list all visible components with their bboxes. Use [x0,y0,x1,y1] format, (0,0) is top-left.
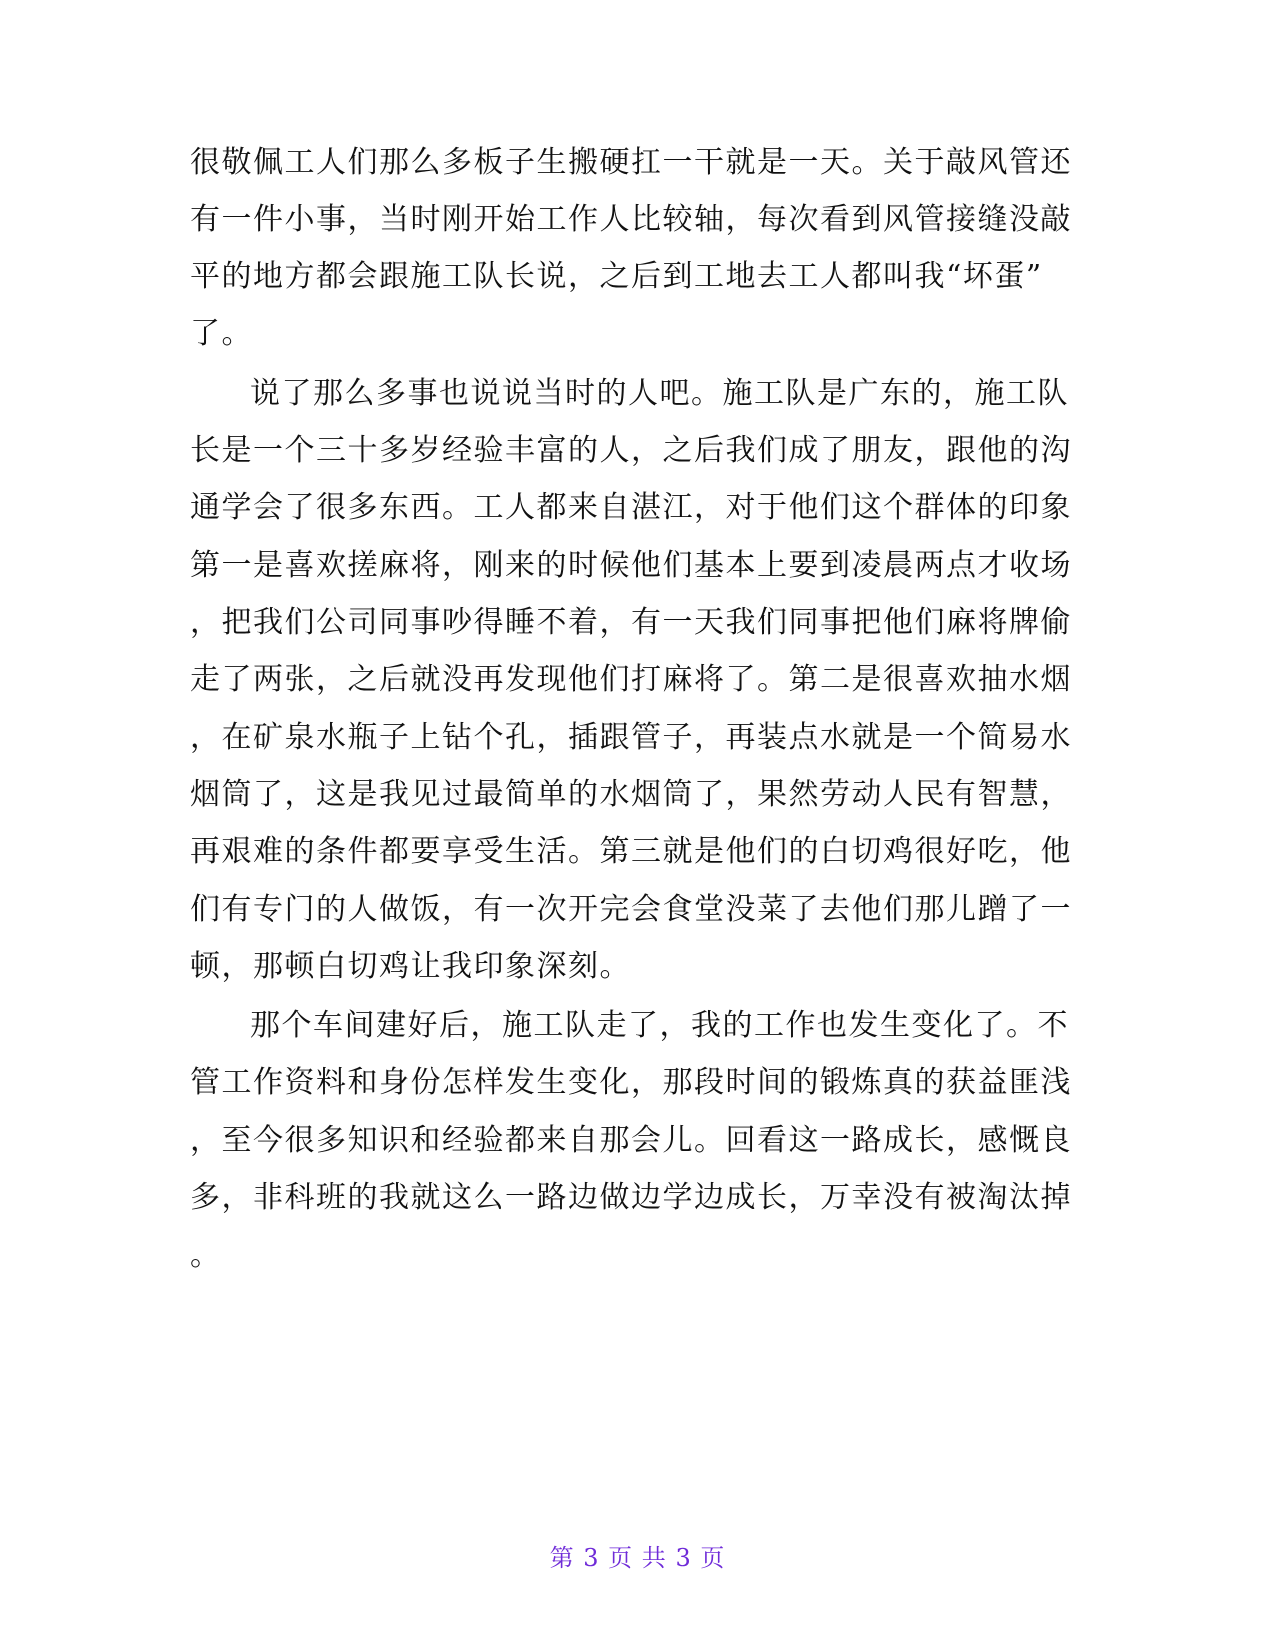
paragraph-2-line-3: 通学会了很多东西。工人都来自湛江，对于他们这个群体的印象 [190,490,1072,525]
paragraph-2-line-7: ，在矿泉水瓶子上钻个孔，插跟管子，再装点水就是一个简易水 [190,720,1072,755]
paragraph-2-line-5: ，把我们公司同事吵得睡不着，有一天我们同事把他们麻将牌偷 [190,605,1072,640]
paragraph-3-line-5: 。 [190,1238,222,1273]
paragraph-2-line-8: 烟筒了，这是我见过最简单的水烟筒了，果然劳动人民有智慧， [190,777,1072,812]
paragraph-3-line-1: 那个车间建好后，施工队走了，我的工作也发生变化了。不 [250,1008,1069,1043]
paragraph-1-line-4: 了。 [190,316,253,351]
paragraph-2-line-6: 走了两张，之后就没再发现他们打麻将了。第二是很喜欢抽水烟 [190,662,1072,697]
paragraph-1-line-1: 很敬佩工人们那么多板子生搬硬扛一干就是一天。关于敲风管还 [190,145,1072,180]
paragraph-2-line-2: 长是一个三十多岁经验丰富的人，之后我们成了朋友，跟他的沟 [190,433,1072,468]
paragraph-2-line-1: 说了那么多事也说说当时的人吧。施工队是广东的，施工队 [250,376,1069,411]
paragraph-2-line-4: 第一是喜欢搓麻将，刚来的时候他们基本上要到凌晨两点才收场 [190,548,1072,583]
paragraph-2-line-10: 们有专门的人做饭，有一次开完会食堂没菜了去他们那儿蹭了一 [190,892,1072,927]
page-number-footer: 第 3 页 共 3 页 [549,1544,726,1572]
paragraph-3-line-4: 多，非科班的我就这么一路边做边学边成长，万幸没有被淘汰掉 [190,1180,1072,1215]
paragraph-3-line-2: 管工作资料和身份怎样发生变化，那段时间的锻炼真的获益匪浅 [190,1065,1072,1100]
paragraph-1-line-3: 平的地方都会跟施工队长说，之后到工地去工人都叫我“坏蛋” [190,259,1043,294]
paragraph-2-line-11: 顿，那顿白切鸡让我印象深刻。 [190,949,631,984]
paragraph-3-line-3: ，至今很多知识和经验都来自那会儿。回看这一路成长，感慨良 [190,1123,1072,1158]
paragraph-2-line-9: 再艰难的条件都要享受生活。第三就是他们的白切鸡很好吃，他 [190,834,1072,869]
paragraph-1-line-2: 有一件小事，当时刚开始工作人比较轴，每次看到风管接缝没敲 [190,202,1072,237]
